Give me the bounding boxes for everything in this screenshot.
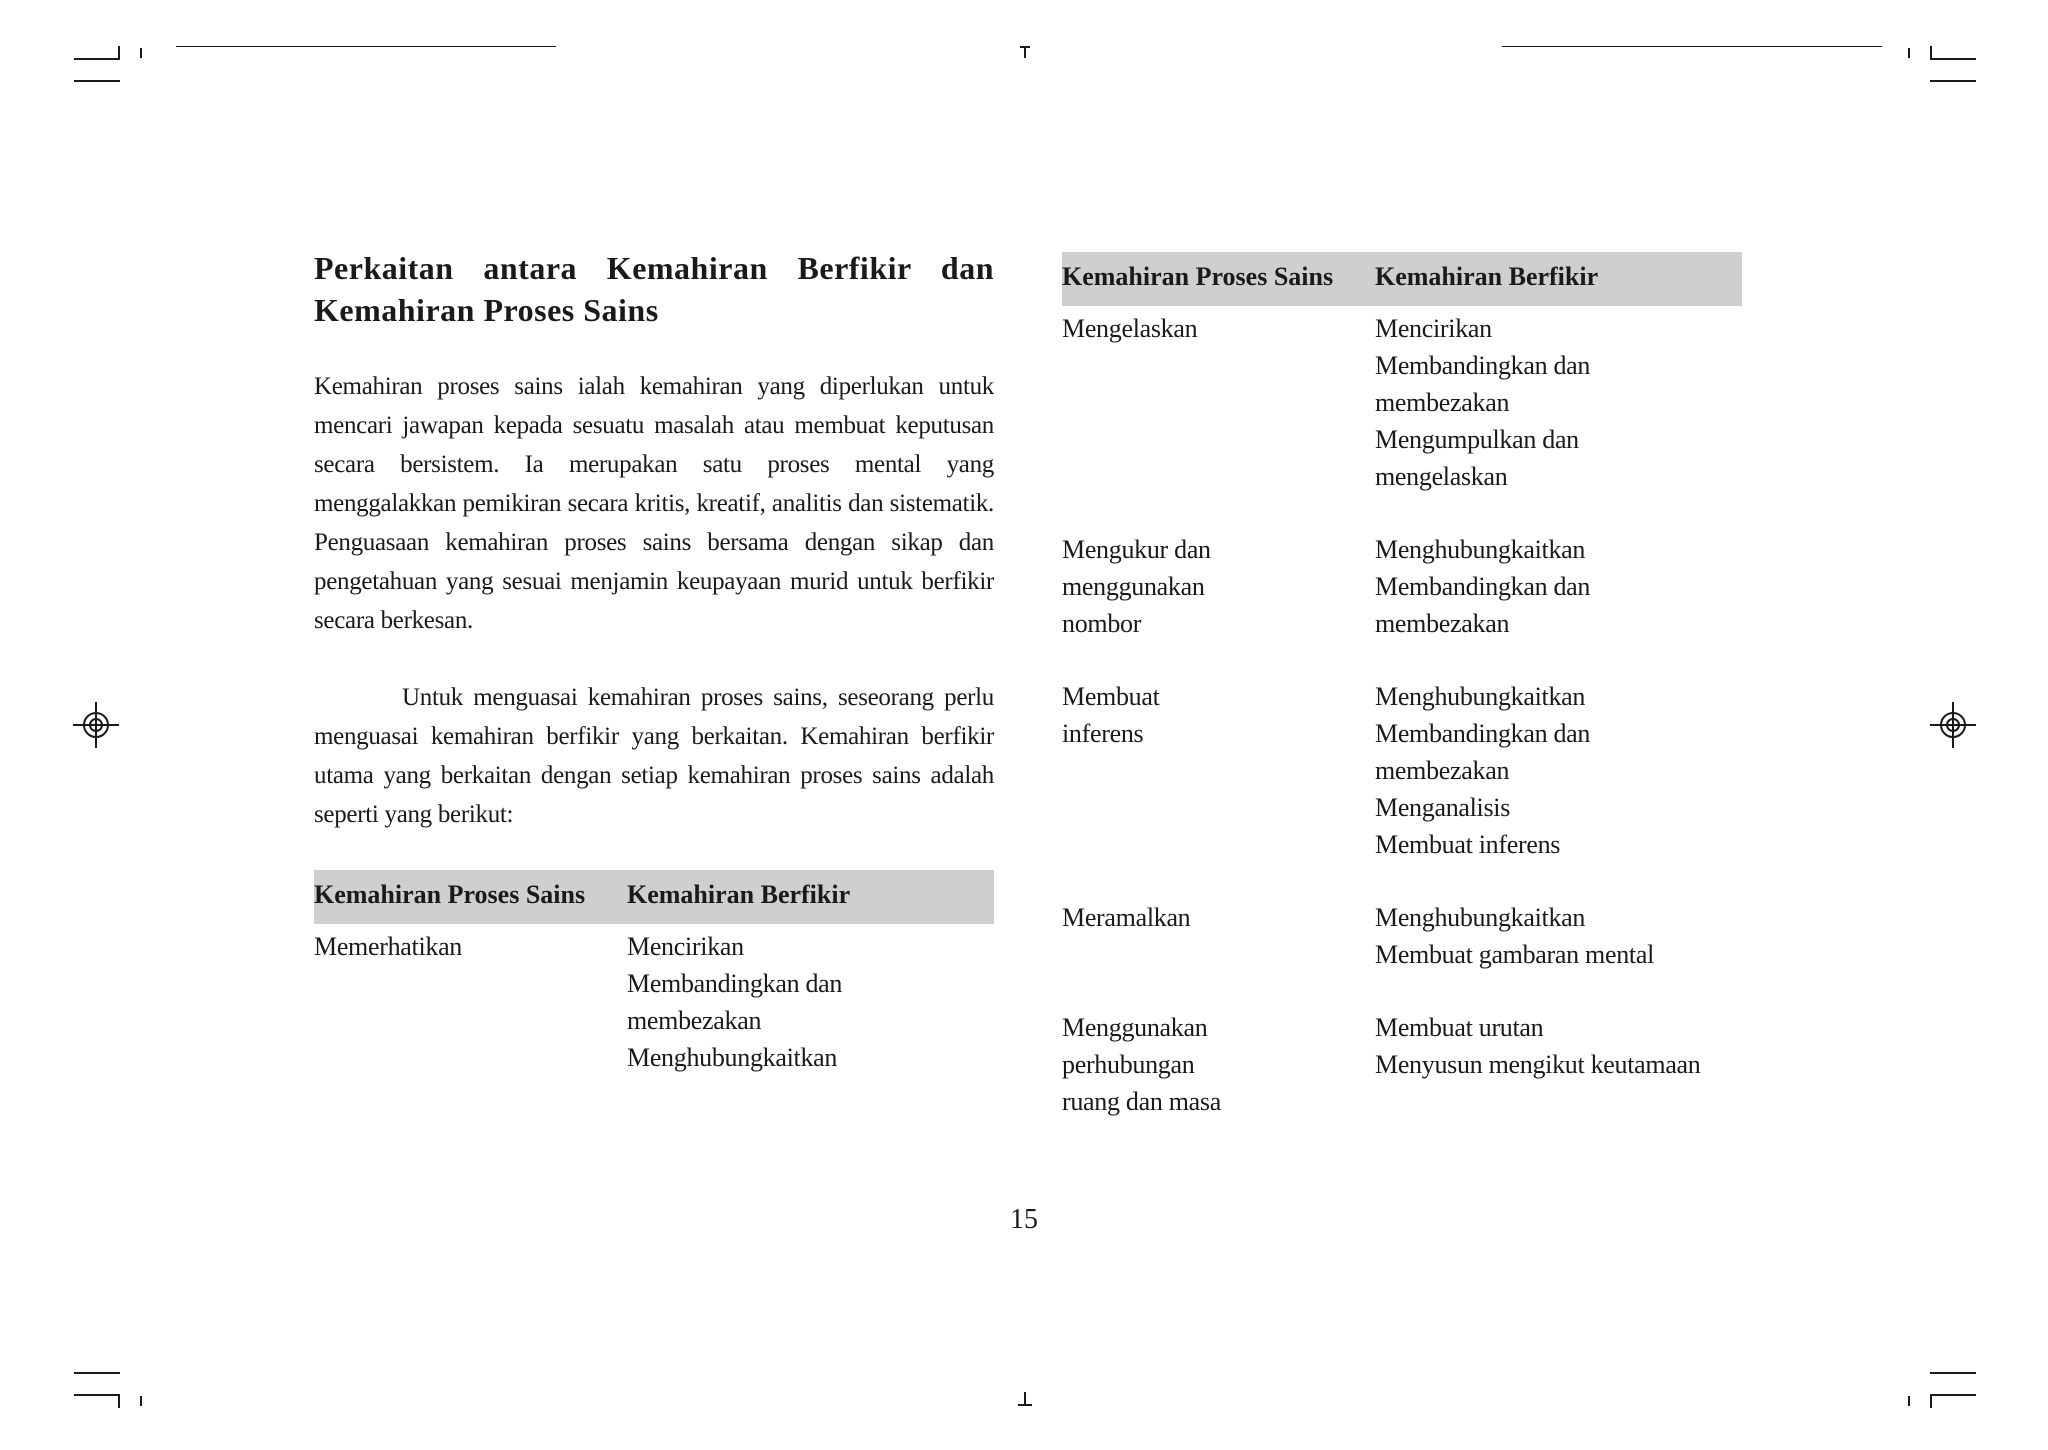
header-process-skills: Kemahiran Proses Sains	[314, 870, 627, 924]
process-skill-cell	[1062, 306, 1375, 495]
section-heading: Perkaitan antara Kemahiran Berfikir dan Kemahiran Proses Sains	[314, 250, 994, 328]
header-thinking-skills: Kemahiran Berfikir	[1375, 252, 1742, 306]
thinking-skill: Membuat urutan	[1375, 1013, 1544, 1042]
table-row	[1062, 306, 1742, 495]
table-row	[1062, 863, 1742, 973]
left-column	[314, 247, 994, 1076]
thinking-skill: membezakan	[1375, 609, 1510, 638]
thinking-skill: Menyusun mengikut keutamaan	[1375, 1050, 1701, 1079]
process-skill: menggunakan	[1062, 572, 1205, 601]
registration-mark-right	[1930, 702, 1976, 748]
table-row	[1062, 495, 1742, 642]
header-process-skills: Kemahiran Proses Sains	[1062, 252, 1375, 306]
skills-table-right	[1062, 252, 1742, 1120]
table-row	[314, 924, 994, 1076]
second-paragraph: Untuk menguasai kemahiran proses sains, seseorang perlu menguasai kemahiran berfikir yang berkaitan. Kemahiran berfikir utama yang berkaitan dengan setiap kemahiran proses sains adalah seperti yang berikut:	[314, 684, 994, 828]
thinking-skill: Membandingkan dan	[1375, 572, 1591, 601]
right-column	[1062, 252, 1742, 1120]
process-skill: nombor	[1062, 609, 1142, 638]
thinking-skill-cell	[1375, 306, 1742, 495]
thinking-skill: Mencirikan	[627, 932, 744, 961]
process-skill: ruang dan masa	[1062, 1087, 1221, 1116]
process-skill: Mengukur dan	[1062, 535, 1211, 564]
thinking-skill: Menghubungkaitkan	[1375, 535, 1586, 564]
process-skill: perhubungan	[1062, 1050, 1195, 1079]
thinking-skill: Mencirikan	[1375, 314, 1492, 343]
thinking-skill: Membandingkan dan	[1375, 351, 1591, 380]
thinking-skill: Menghubungkaitkan	[627, 1043, 838, 1072]
table-row	[1062, 973, 1742, 1120]
process-skill-cell: Memerhatikan	[314, 932, 463, 961]
thinking-skill: membezakan	[627, 1006, 762, 1035]
intro-paragraph: Kemahiran proses sains ialah kemahiran yang diperlukan untuk mencari jawapan kepada sesuatu masalah atau membuat keputusan secara bersistem. Ia merupakan satu proses mental yang menggalakkan pemikiran secara kritis, kreatif, analitis dan sistematik. Penguasaan kemahiran proses sains bersama dengan sikap dan pengetahuan yang sesuai menjamin keupayaan murid untuk berfikir secara berkesan.	[314, 373, 994, 634]
process-skill-cell	[1062, 642, 1375, 863]
thinking-skill: Menghubungkaitkan	[1375, 903, 1586, 932]
thinking-skill: mengelaskan	[1375, 462, 1508, 491]
process-skill-cell	[1062, 495, 1375, 642]
process-skill: Mengelaskan	[1062, 314, 1198, 343]
process-skill-cell	[1062, 973, 1375, 1120]
thinking-skill-cell	[1375, 642, 1742, 863]
thinking-skill: membezakan	[1375, 388, 1510, 417]
process-skill: inferens	[1062, 719, 1144, 748]
thinking-skill: Mengumpulkan dan	[1375, 425, 1579, 454]
thinking-skill: Membuat gambaran mental	[1375, 940, 1654, 969]
thinking-skill-cell	[627, 924, 994, 1076]
thinking-skill: membezakan	[1375, 756, 1510, 785]
thinking-skill-cell	[1375, 863, 1742, 973]
table-header-row	[314, 870, 994, 924]
thinking-skill: Membuat inferens	[1375, 830, 1561, 859]
page-number: 15	[1010, 1204, 1038, 1235]
process-skill-cell	[1062, 863, 1375, 973]
thinking-skill: Membandingkan dan	[627, 969, 843, 998]
registration-mark-left	[73, 702, 119, 748]
thinking-skill-cell	[1375, 495, 1742, 642]
table-header-row	[1062, 252, 1742, 306]
header-thinking-skills: Kemahiran Berfikir	[627, 870, 994, 924]
process-skill: Menggunakan	[1062, 1013, 1208, 1042]
thinking-skill: Membandingkan dan	[1375, 719, 1591, 748]
process-skill: Membuat	[1062, 682, 1160, 711]
table-row	[1062, 642, 1742, 863]
process-skill: Meramalkan	[1062, 903, 1191, 932]
thinking-skill: Menganalisis	[1375, 793, 1511, 822]
thinking-skill-cell	[1375, 973, 1742, 1120]
skills-table-left	[314, 870, 994, 1076]
thinking-skill: Menghubungkaitkan	[1375, 682, 1586, 711]
